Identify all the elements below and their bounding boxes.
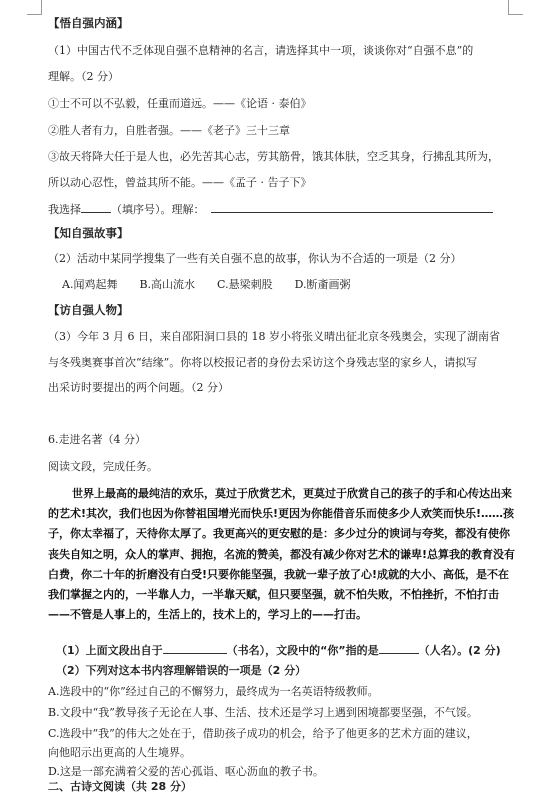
section-heading-3: 【访自强人物】 xyxy=(48,303,129,317)
answer-line-1 xyxy=(48,202,517,217)
option-6-c-line-1[interactable]: C.选段中“我”的伟大之处在于，借助孩子成功的机会，给予了他更多的艺术方面的建议， xyxy=(48,727,478,740)
option-b[interactable]: B.高山流水 xyxy=(139,278,196,291)
quote-option-3-line-2: 所以动心忍性，曾益其所不能。——《孟子 · 告子下》 xyxy=(48,176,312,189)
person-name-blank[interactable] xyxy=(379,643,419,654)
question-6-1 xyxy=(56,643,517,658)
question-3-line-3: 出采访时要提出的两个问题。（2 分） xyxy=(48,381,229,394)
quote-option-1: ①士不可以不弘毅，任重而道远。——《论语 · 泰伯》 xyxy=(48,97,312,110)
option-6-a[interactable]: A.选段中的“你”经过自己的不懈努力，最终成为一名英语特级教师。 xyxy=(48,685,379,698)
question-3-line-2: 与冬残奥赛事首次“结缘”。你将以校报记者的身份去采访这个身残志坚的家乡人，请拟写 xyxy=(48,356,478,369)
understanding-blank[interactable] xyxy=(211,202,493,213)
quote-option-2: ②胜人者有力，自胜者强。——《老子》三十三章 xyxy=(48,124,290,137)
reading-passage: 世界上最高的最纯洁的欢乐，莫过于欣赏艺术，更莫过于欣赏自己的孩子的手和心传达出来的艺术!其次，我们也因为你替祖国增光而快乐!更因为你能借音乐而使多少人欢笑而快乐!……孩子，你太幸福了，天待你太厚了。我更高兴的更安慰的是：多少过分的谀词与夸奖，都没有使你丧失自知之明，众人的掌声、拥抱，名流的赞美，都没有减少你对艺术的谦卑!总算我的教育没有白费，你二十年的折磨没有白受!只要你能坚强，我就一辈子放了心!成就的大小、高低，是不在我们掌握之内的，一半靠人力，一半靠天赋，但只要坚强，就不怕失败，不怕挫折，不怕打击——不管是人事上的，生活上的，技术上的，学习上的——打击。 xyxy=(48,487,516,622)
option-6-c-line-2: 向他昭示出更高的人生境界。 xyxy=(48,746,191,759)
question-1-line-1: （1）中国古代不乏体现自强不息精神的名言，请选择其中一项，谈谈你对“自强不息”的 xyxy=(48,44,474,57)
quote-option-3-line-1: ③故天将降大任于是人也，必先苦其心志，劳其筋骨，饿其体肤，空乏其身，行拂乱其所为， xyxy=(48,150,499,163)
option-c[interactable]: C.悬梁刺股 xyxy=(217,278,273,291)
question-1-line-2: 理解。（2 分） xyxy=(48,70,119,83)
choose-label: 我选择 xyxy=(48,203,81,216)
question-6-title: 6.走进名著（4 分） xyxy=(48,433,146,446)
book-title-blank[interactable] xyxy=(163,643,227,654)
section-heading-1: 【悟自强内涵】 xyxy=(48,16,129,30)
option-d[interactable]: D.断齑画粥 xyxy=(294,278,351,291)
part-2-title: 二、古诗文阅读（共 28 分） xyxy=(48,780,192,793)
section-heading-2: 【知自强故事】 xyxy=(48,226,129,240)
q6-1-prefix: （1）上面文段出自于 xyxy=(56,644,163,657)
option-a[interactable]: A.闻鸡起舞 xyxy=(62,278,118,291)
question-2: （2）活动中某同学搜集了一些有关自强不息的故事，你认为不合适的一项是（2 分） xyxy=(48,252,462,265)
understanding-label: （填序号）。理解： xyxy=(111,203,205,216)
question-6-2: （2）下列对这本书内容理解错误的一项是（2 分） xyxy=(56,664,307,677)
reading-instruction: 阅读文段，完成任务。 xyxy=(48,460,158,473)
crop-mark-right xyxy=(508,0,523,15)
q6-1-suffix: （人名）。(2 分) xyxy=(418,644,501,657)
q6-1-middle: （书名），文段中的“你”指的是 xyxy=(226,644,379,657)
question-2-options xyxy=(62,278,517,292)
choice-blank[interactable] xyxy=(81,202,111,213)
question-3-line-1: （3）今年 3 月 6 日，来自邵阳洞口县的 18 岁小将张义晴出征北京冬残奥会，实现了湖南省 xyxy=(48,330,500,343)
option-6-b[interactable]: B.文段中“我”教导孩子无论在人事、生活、技术还是学习上遇到困境都要坚强，不气馁。 xyxy=(48,706,478,719)
crop-mark-left xyxy=(27,0,42,15)
option-6-d[interactable]: D.这是一部充满着父爱的苦心孤诣、呕心沥血的教子书。 xyxy=(48,765,324,778)
